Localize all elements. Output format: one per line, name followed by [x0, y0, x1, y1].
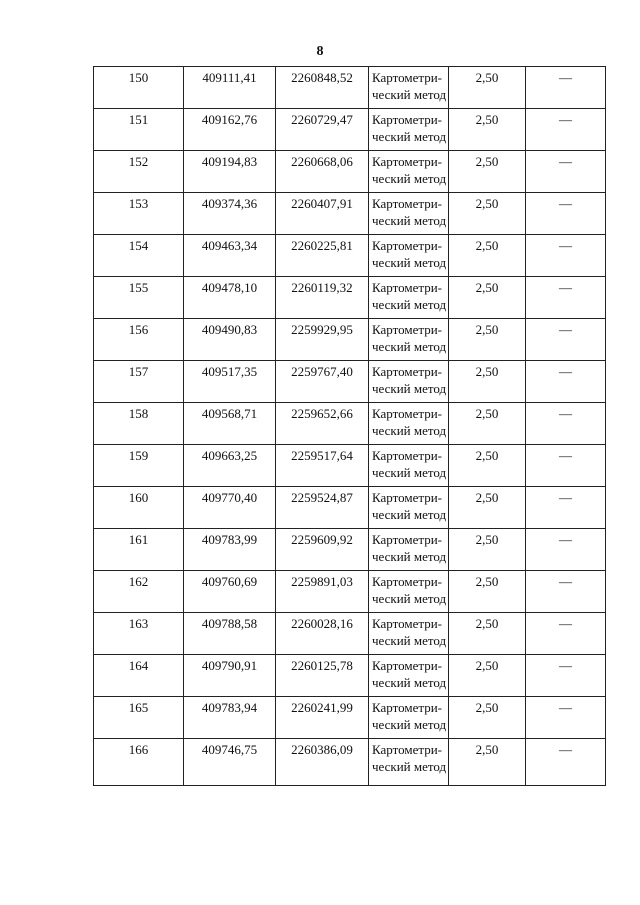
method-line-2: ческий метод: [372, 129, 447, 144]
dash-cell: —: [526, 151, 606, 193]
point-number-cell: 165: [94, 697, 184, 739]
dash-cell: —: [526, 697, 606, 739]
method-line-2: ческий метод: [372, 717, 447, 732]
dash-cell: —: [526, 529, 606, 571]
precision-cell: 2,50: [449, 529, 526, 571]
table-row: [94, 319, 606, 361]
x-coordinate-cell: 409783,99: [184, 529, 276, 571]
method-line-1: Картометри-: [372, 616, 442, 631]
method-line-1: Картометри-: [372, 574, 442, 589]
coordinates-table-body: [94, 67, 606, 786]
table-row: [94, 67, 606, 109]
method-line-2: ческий метод: [372, 507, 447, 522]
method-line-2: ческий метод: [372, 213, 447, 228]
dash-cell: —: [526, 67, 606, 109]
x-coordinate-cell: 409788,58: [184, 613, 276, 655]
precision-cell: 2,50: [449, 613, 526, 655]
point-number-cell: 153: [94, 193, 184, 235]
method-line-2: ческий метод: [372, 87, 447, 102]
point-number-cell: 151: [94, 109, 184, 151]
y-coordinate-cell: 2260668,06: [276, 151, 369, 193]
y-coordinate-cell: 2259929,95: [276, 319, 369, 361]
precision-cell: 2,50: [449, 571, 526, 613]
dash-cell: —: [526, 109, 606, 151]
x-coordinate-cell: 409194,83: [184, 151, 276, 193]
y-coordinate-cell: 2259767,40: [276, 361, 369, 403]
point-number-cell: 156: [94, 319, 184, 361]
method-line-1: Картометри-: [372, 280, 442, 295]
method-line-1: Картометри-: [372, 238, 442, 253]
precision-cell: 2,50: [449, 151, 526, 193]
method-cell: [369, 571, 449, 613]
x-coordinate-cell: 409490,83: [184, 319, 276, 361]
method-cell: [369, 739, 449, 786]
point-number-cell: 160: [94, 487, 184, 529]
point-number-cell: 164: [94, 655, 184, 697]
dash-cell: —: [526, 445, 606, 487]
method-line-1: Картометри-: [372, 112, 442, 127]
point-number-cell: 162: [94, 571, 184, 613]
dash-cell: —: [526, 613, 606, 655]
method-line-2: ческий метод: [372, 423, 447, 438]
y-coordinate-cell: 2260386,09: [276, 739, 369, 786]
point-number-cell: 150: [94, 67, 184, 109]
precision-cell: 2,50: [449, 361, 526, 403]
precision-cell: 2,50: [449, 319, 526, 361]
dash-cell: —: [526, 487, 606, 529]
dash-cell: —: [526, 571, 606, 613]
method-line-2: ческий метод: [372, 759, 447, 774]
table-row: [94, 235, 606, 277]
dash-cell: —: [526, 235, 606, 277]
precision-cell: 2,50: [449, 739, 526, 786]
method-line-1: Картометри-: [372, 70, 442, 85]
precision-cell: 2,50: [449, 235, 526, 277]
table-row: [94, 109, 606, 151]
method-cell: [369, 529, 449, 571]
x-coordinate-cell: 409463,34: [184, 235, 276, 277]
x-coordinate-cell: 409162,76: [184, 109, 276, 151]
method-line-2: ческий метод: [372, 591, 447, 606]
precision-cell: 2,50: [449, 697, 526, 739]
point-number-cell: 166: [94, 739, 184, 786]
method-cell: [369, 697, 449, 739]
table-row: [94, 571, 606, 613]
precision-cell: 2,50: [449, 109, 526, 151]
y-coordinate-cell: 2259891,03: [276, 571, 369, 613]
precision-cell: 2,50: [449, 445, 526, 487]
y-coordinate-cell: 2259609,92: [276, 529, 369, 571]
precision-cell: 2,50: [449, 655, 526, 697]
table-row: [94, 697, 606, 739]
method-cell: [369, 403, 449, 445]
precision-cell: 2,50: [449, 193, 526, 235]
coordinates-table: [93, 66, 606, 786]
x-coordinate-cell: 409374,36: [184, 193, 276, 235]
method-line-2: ческий метод: [372, 171, 447, 186]
method-cell: [369, 151, 449, 193]
y-coordinate-cell: 2259652,66: [276, 403, 369, 445]
precision-cell: 2,50: [449, 487, 526, 529]
method-line-2: ческий метод: [372, 549, 447, 564]
y-coordinate-cell: 2260225,81: [276, 235, 369, 277]
table-row: [94, 193, 606, 235]
y-coordinate-cell: 2259524,87: [276, 487, 369, 529]
method-cell: [369, 613, 449, 655]
y-coordinate-cell: 2260125,78: [276, 655, 369, 697]
method-line-1: Картометри-: [372, 154, 442, 169]
point-number-cell: 158: [94, 403, 184, 445]
method-line-2: ческий метод: [372, 339, 447, 354]
x-coordinate-cell: 409760,69: [184, 571, 276, 613]
table-row: [94, 361, 606, 403]
x-coordinate-cell: 409517,35: [184, 361, 276, 403]
method-line-2: ческий метод: [372, 633, 447, 648]
method-cell: [369, 67, 449, 109]
method-cell: [369, 487, 449, 529]
x-coordinate-cell: 409568,71: [184, 403, 276, 445]
x-coordinate-cell: 409770,40: [184, 487, 276, 529]
method-cell: [369, 361, 449, 403]
point-number-cell: 154: [94, 235, 184, 277]
method-line-2: ческий метод: [372, 381, 447, 396]
method-cell: [369, 445, 449, 487]
method-cell: [369, 235, 449, 277]
y-coordinate-cell: 2260848,52: [276, 67, 369, 109]
table-row: [94, 151, 606, 193]
x-coordinate-cell: 409663,25: [184, 445, 276, 487]
dash-cell: —: [526, 655, 606, 697]
table-row: [94, 655, 606, 697]
table-row: [94, 487, 606, 529]
y-coordinate-cell: 2260119,32: [276, 277, 369, 319]
dash-cell: —: [526, 193, 606, 235]
table-row: [94, 403, 606, 445]
method-cell: [369, 193, 449, 235]
method-line-2: ческий метод: [372, 297, 447, 312]
method-line-1: Картометри-: [372, 532, 442, 547]
y-coordinate-cell: 2260407,91: [276, 193, 369, 235]
method-line-1: Картометри-: [372, 364, 442, 379]
table-row: [94, 739, 606, 786]
method-line-2: ческий метод: [372, 675, 447, 690]
method-cell: [369, 109, 449, 151]
point-number-cell: 159: [94, 445, 184, 487]
table-row: [94, 445, 606, 487]
precision-cell: 2,50: [449, 403, 526, 445]
table-row: [94, 277, 606, 319]
method-line-1: Картометри-: [372, 322, 442, 337]
y-coordinate-cell: 2260028,16: [276, 613, 369, 655]
x-coordinate-cell: 409111,41: [184, 67, 276, 109]
point-number-cell: 161: [94, 529, 184, 571]
dash-cell: —: [526, 319, 606, 361]
x-coordinate-cell: 409783,94: [184, 697, 276, 739]
y-coordinate-cell: 2260241,99: [276, 697, 369, 739]
x-coordinate-cell: 409746,75: [184, 739, 276, 786]
method-cell: [369, 319, 449, 361]
method-line-1: Картометри-: [372, 490, 442, 505]
dash-cell: —: [526, 403, 606, 445]
method-line-1: Картометри-: [372, 406, 442, 421]
method-line-2: ческий метод: [372, 255, 447, 270]
method-cell: [369, 655, 449, 697]
point-number-cell: 163: [94, 613, 184, 655]
table-row: [94, 529, 606, 571]
precision-cell: 2,50: [449, 277, 526, 319]
page-number: 8: [316, 44, 324, 59]
dash-cell: —: [526, 361, 606, 403]
y-coordinate-cell: 2260729,47: [276, 109, 369, 151]
y-coordinate-cell: 2259517,64: [276, 445, 369, 487]
method-line-1: Картометри-: [372, 196, 442, 211]
method-line-1: Картометри-: [372, 448, 442, 463]
precision-cell: 2,50: [449, 67, 526, 109]
method-cell: [369, 277, 449, 319]
method-line-1: Картометри-: [372, 700, 442, 715]
point-number-cell: 152: [94, 151, 184, 193]
x-coordinate-cell: 409790,91: [184, 655, 276, 697]
point-number-cell: 155: [94, 277, 184, 319]
dash-cell: —: [526, 277, 606, 319]
method-line-2: ческий метод: [372, 465, 447, 480]
point-number-cell: 157: [94, 361, 184, 403]
x-coordinate-cell: 409478,10: [184, 277, 276, 319]
method-line-1: Картометри-: [372, 658, 442, 673]
table-row: [94, 613, 606, 655]
dash-cell: —: [526, 739, 606, 786]
method-line-1: Картометри-: [372, 742, 442, 757]
